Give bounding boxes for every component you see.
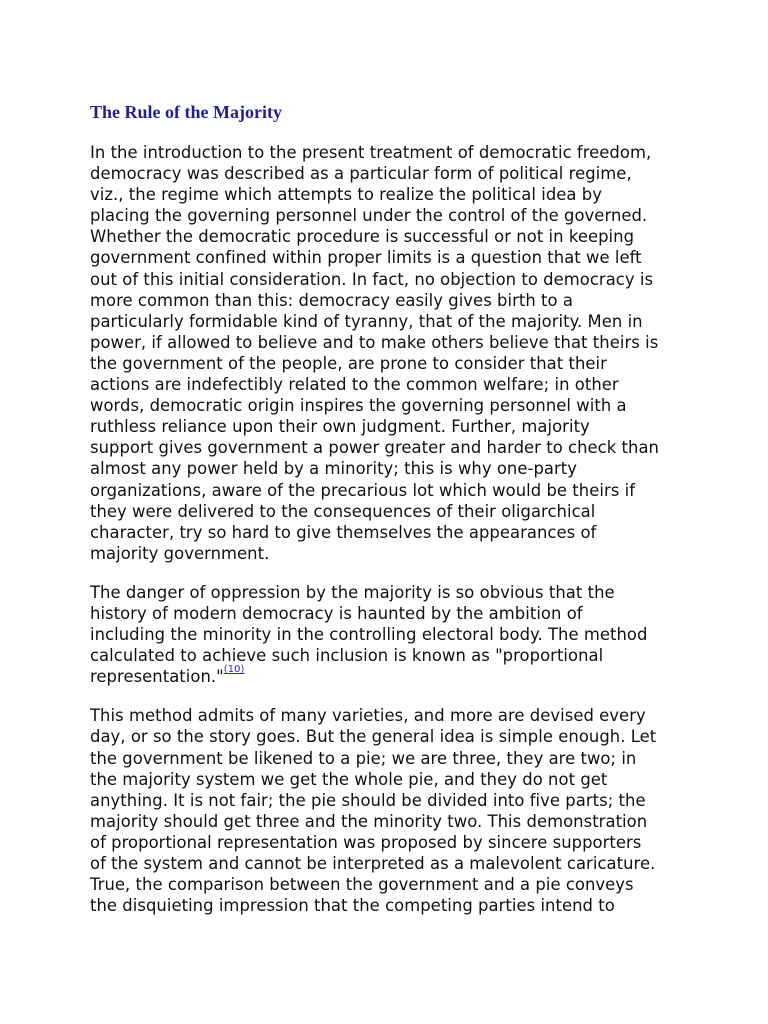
text-line: In the introduction to the present treatment of democratic freedom, [90, 143, 652, 162]
text-line: majority should get three and the minority two. This demonstration [90, 811, 648, 831]
text-line: majority government. [90, 543, 270, 563]
text-line: particularly formidable kind of tyranny, that of the majority. Men in [90, 311, 643, 331]
text-line-with-footnote [90, 666, 690, 687]
text-line: the disquieting impression that the competing parties intend to [90, 896, 615, 916]
text-line: more common than this: democracy easily gives birth to a [90, 290, 573, 310]
text-line: of proportional representation was proposed by sincere supporters [90, 832, 642, 852]
text-line: placing the governing personnel under the control of the governed. [90, 206, 648, 226]
text-line: democracy was described as a particular form of political regime, [90, 164, 632, 184]
text-line: character, try so hard to give themselves the appearances of [90, 522, 597, 542]
text-line: including the minority in the controlling electoral body. The method [90, 625, 648, 645]
text-line: True, the comparison between the government and a pie conveys [90, 875, 634, 895]
text-line: the majority system we get the whole pie, and they do not get [90, 769, 608, 789]
text-line: words, democratic origin inspires the governing personnel with a [90, 396, 627, 416]
text-line: anything. It is not fair; the pie should be divided into five parts; the [90, 790, 646, 810]
footnote-link[interactable]: (10) [223, 664, 245, 676]
paragraph-3 [90, 705, 690, 916]
document-page [90, 100, 690, 934]
text-line: almost any power held by a minority; this is why one-party [90, 459, 578, 479]
text-line: of the system and cannot be interpreted as a malevolent caricature. [90, 854, 656, 873]
text-line: calculated to achieve such inclusion is known as "proportional [90, 646, 604, 666]
paragraph-2 [90, 582, 690, 687]
text-line: actions are indefectibly related to the common welfare; in other [90, 375, 619, 395]
text-line: Whether the democratic procedure is successful or not in keeping [90, 227, 635, 247]
text-line: out of this initial consideration. In fact, no objection to democracy is [90, 269, 654, 289]
paragraph-1 [90, 142, 690, 564]
text-line: power, if allowed to believe and to make others believe that theirs is [90, 332, 659, 352]
text-line: history of modern democracy is haunted by the ambition of [90, 603, 583, 623]
text-line: organizations, aware of the precarious lot which would be theirs if [90, 480, 636, 500]
text-line: This method admits of many varieties, and more are devised every [90, 706, 646, 726]
text-line: day, or so the story goes. But the general idea is simple enough. Let [90, 727, 657, 747]
section-heading: The Rule of the Majority [90, 102, 282, 122]
text-line: the government be likened to a pie; we are three, they are two; in [90, 748, 637, 768]
text-line: government confined within proper limits is a question that we left [90, 248, 642, 268]
text-line: The danger of oppression by the majority is so obvious that the [90, 582, 615, 602]
text-line: ruthless reliance upon their own judgment. Further, majority [90, 417, 590, 437]
text-line: the government of the people, are prone to consider that their [90, 353, 607, 373]
footnote-reference [224, 664, 245, 675]
text-line: support gives government a power greater and harder to check than [90, 438, 659, 458]
text-line: they were delivered to the consequences of their oligarchical [90, 501, 596, 521]
text-line: viz., the regime which attempts to realize the political idea by [90, 185, 602, 205]
text-segment: representation." [90, 667, 224, 687]
